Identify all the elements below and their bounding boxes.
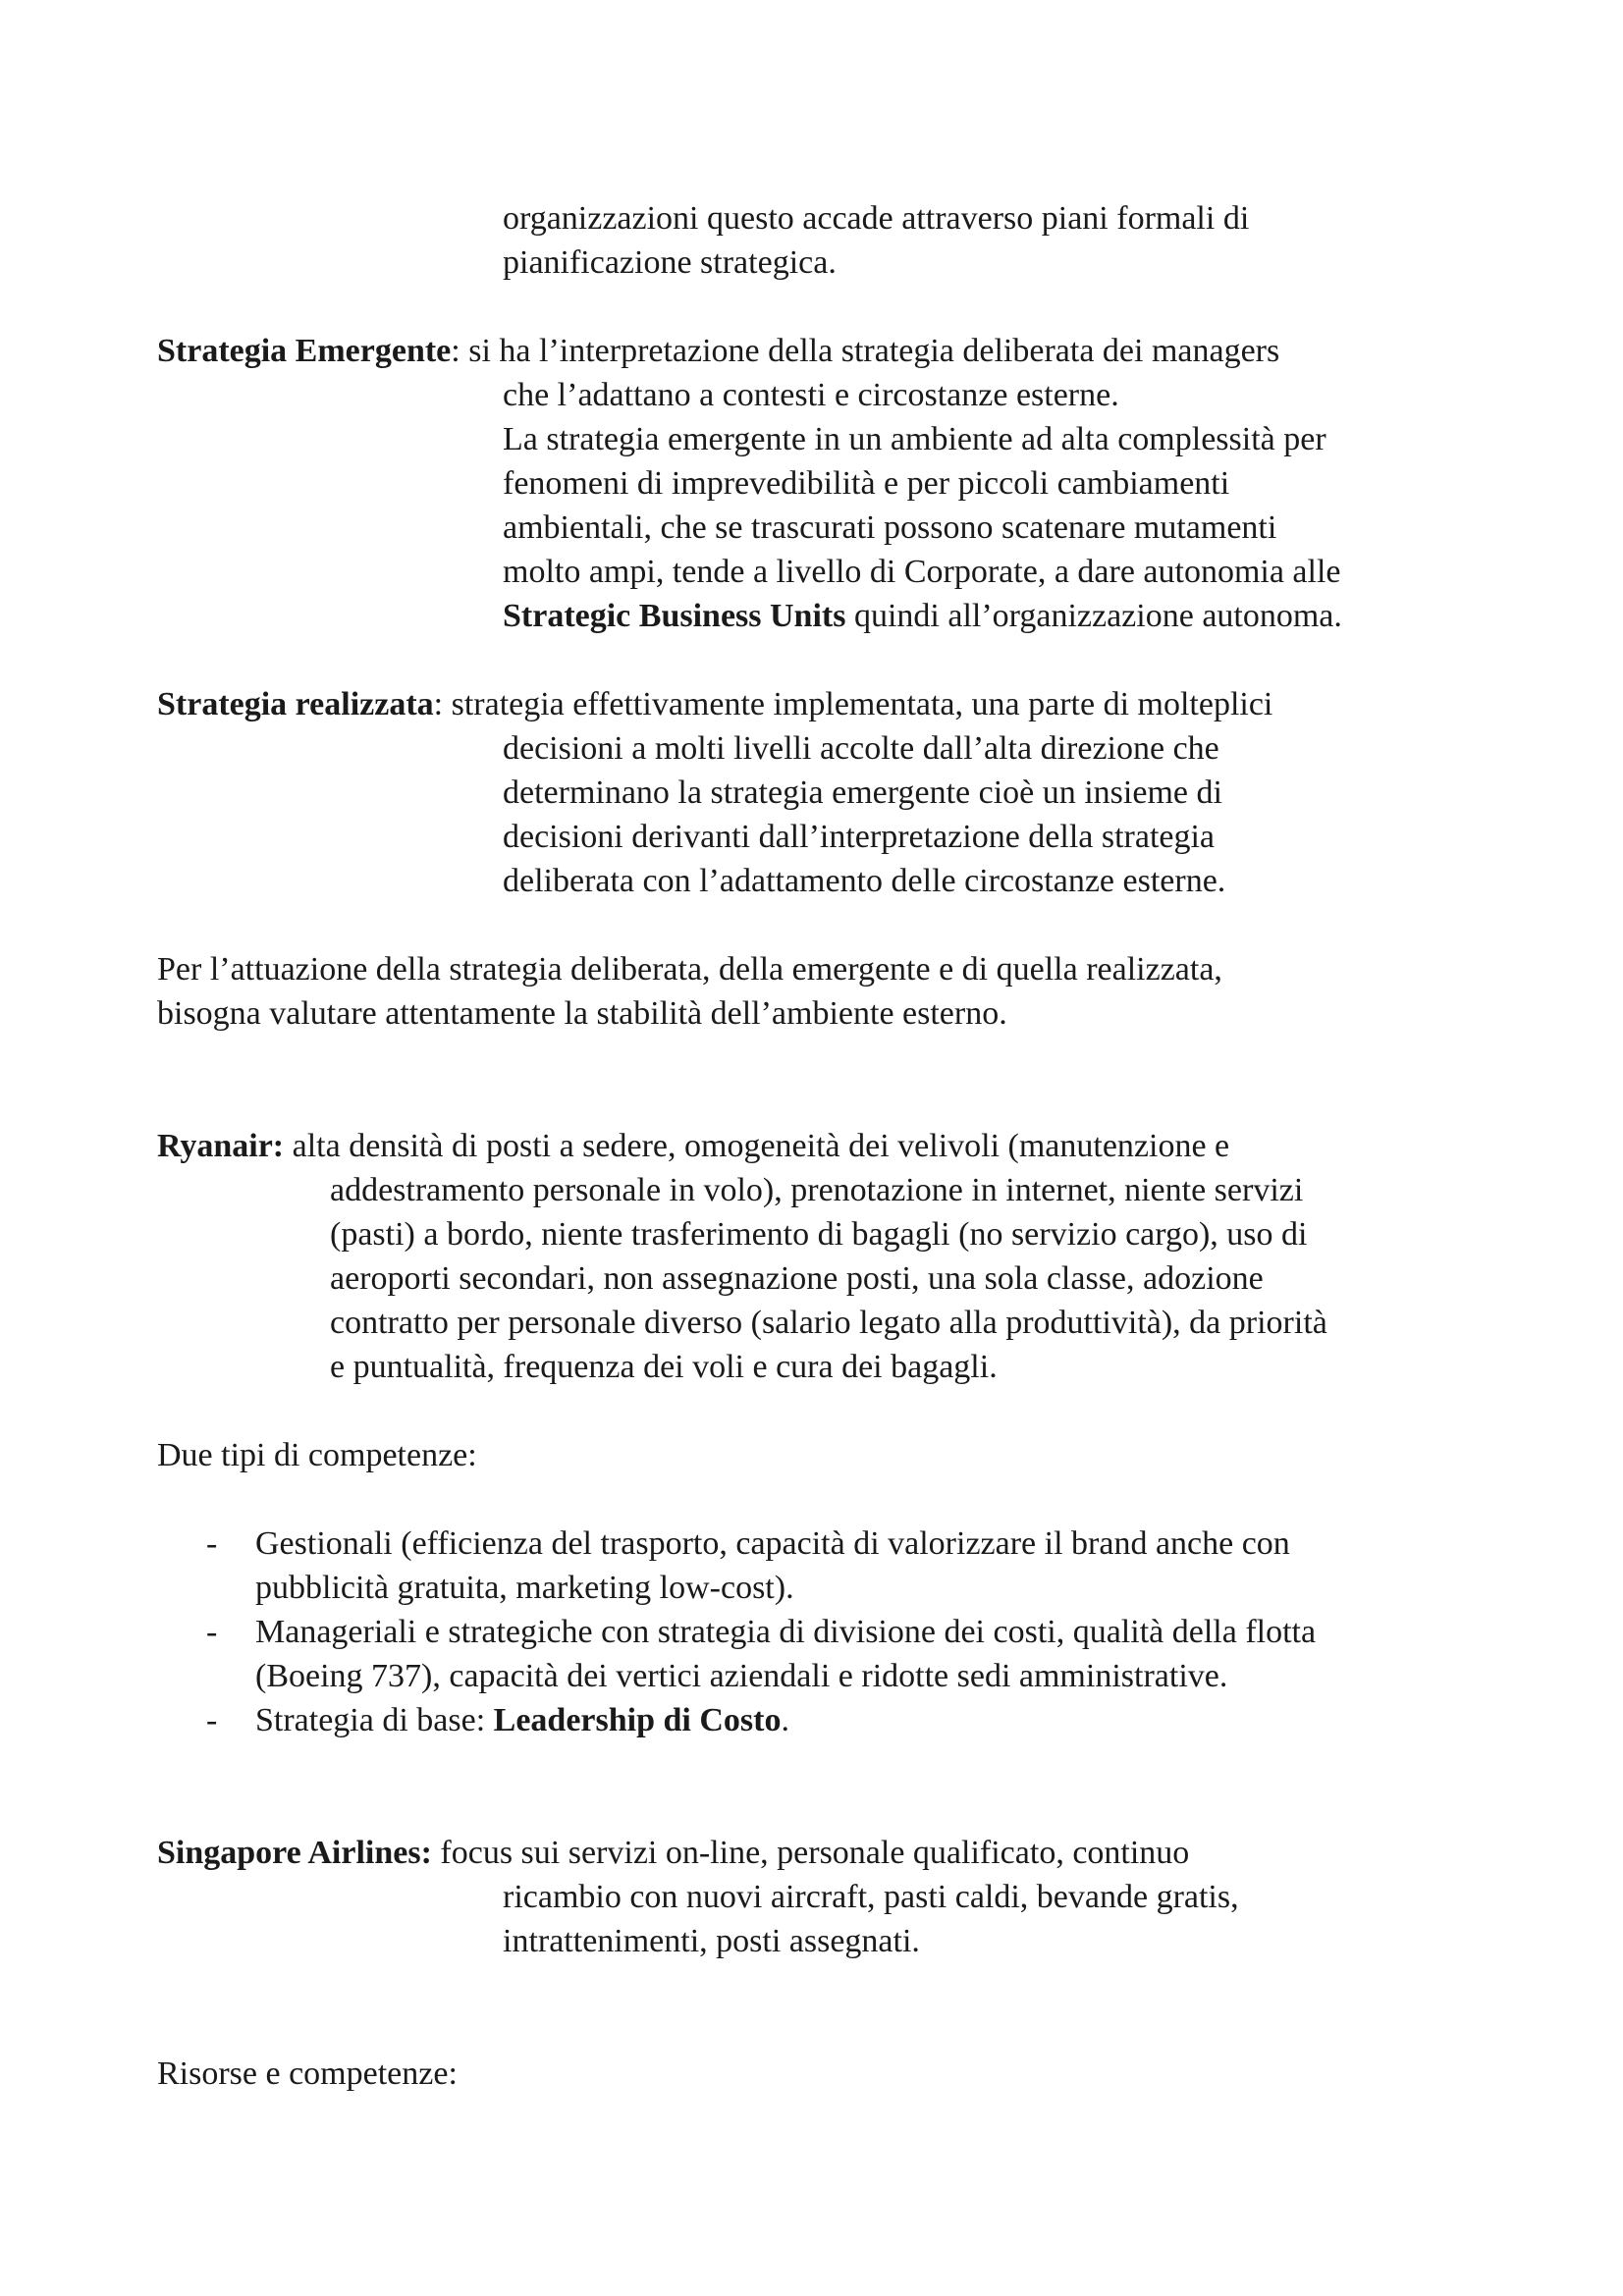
emergente-line: La strategia emergente in un ambiente ad alta complessità per (503, 421, 1326, 457)
bullet-item-line: Gestionali (efficienza del trasporto, capacità di valorizzare il brand anche con (255, 1525, 1290, 1562)
realizzata-line: determinano la strategia emergente cioè un insieme di (503, 774, 1222, 811)
strategia-base-suffix: . (781, 1702, 789, 1738)
sbu-term: Strategic Business Units (503, 598, 846, 634)
attuazione-line: bisogna valutare attentamente la stabilità dell’ambiente esterno. (157, 995, 1007, 1032)
bullet-item-line (255, 1698, 789, 1742)
emergente-line: ambientali, che se trascurati possono scatenare mutamenti (503, 509, 1277, 546)
singapore-first-line (157, 1831, 1189, 1875)
bullet-item-line: pubblicità gratuita, marketing low-cost). (255, 1570, 794, 1606)
competenze-heading: Due tipi di competenze: (157, 1437, 477, 1473)
leadership-di-costo: Leadership di Costo (493, 1702, 782, 1738)
ryanair-line: e puntualità, frequenza dei voli e cura dei bagagli. (330, 1349, 998, 1385)
emergente-line: fenomeni di imprevedibilità e per piccoli cambiamenti (503, 465, 1230, 502)
ryanair-first-line (157, 1124, 1229, 1168)
bullet-dash: - (206, 1525, 218, 1562)
ryanair-line: aeroporti secondari, non assegnazione posti, una sola classe, adozione (330, 1260, 1264, 1297)
realizzata-definition-start: : strategia effettivamente implementata, una parte di molteplici (433, 686, 1273, 722)
realizzata-line: deliberata con l’adattamento delle circostanze esterne. (503, 863, 1226, 899)
intro-line: pianificazione strategica. (503, 244, 837, 281)
bullet-item-line: (Boeing 737), capacità dei vertici aziendali e ridotte sedi amministrative. (255, 1658, 1228, 1694)
ryanair-term: Ryanair: (157, 1128, 285, 1164)
ryanair-description-start: alta densità di posti a sedere, omogeneità dei velivoli (manutenzione e (284, 1128, 1230, 1164)
singapore-line: intrattenimenti, posti assegnati. (503, 1923, 920, 1959)
intro-line: organizzazioni questo accade attraverso piani formali di (503, 200, 1250, 237)
attuazione-line: Per l’attuazione della strategia deliberata, della emergente e di quella realizzata, (157, 951, 1222, 988)
emergente-last-rest: quindi all’organizzazione autonoma. (845, 598, 1342, 634)
emergente-line: che l’adattano a contesti e circostanze esterne. (503, 377, 1119, 413)
emergente-term: Strategia Emergente (157, 333, 452, 369)
bullet-dash: - (206, 1614, 218, 1650)
singapore-description-start: focus sui servizi on-line, personale qualificato, continuo (431, 1835, 1190, 1871)
strategia-base-label: Strategia di base: (255, 1702, 494, 1738)
risorse-heading: Risorse e competenze: (157, 2056, 458, 2092)
realizzata-line: decisioni derivanti dall’interpretazione della strategia (503, 819, 1216, 855)
realizzata-first-line (157, 682, 1272, 726)
emergente-last-line (503, 594, 1342, 638)
bullet-item-line: Manageriali e strategiche con strategia di divisione dei costi, qualità della flotta (255, 1614, 1317, 1650)
emergente-line: molto ampi, tende a livello di Corporate, a dare autonomia alle (503, 554, 1341, 590)
singapore-line: ricambio con nuovi aircraft, pasti caldi, bevande gratis, (503, 1879, 1239, 1915)
realizzata-term: Strategia realizzata (157, 686, 434, 722)
ryanair-line: contratto per personale diverso (salario legato alla produttività), da priorità (330, 1305, 1327, 1341)
realizzata-line: decisioni a molti livelli accolte dall’alta direzione che (503, 730, 1219, 767)
bullet-dash: - (206, 1702, 218, 1738)
emergente-first-line (157, 329, 1279, 373)
ryanair-line: addestramento personale in volo), prenotazione in internet, niente servizi (330, 1172, 1304, 1208)
singapore-term: Singapore Airlines: (157, 1835, 432, 1871)
ryanair-line: (pasti) a bordo, niente trasferimento di bagagli (no servizio cargo), uso di (330, 1216, 1308, 1253)
emergente-definition-start: : si ha l’interpretazione della strategia deliberata dei managers (451, 333, 1280, 369)
